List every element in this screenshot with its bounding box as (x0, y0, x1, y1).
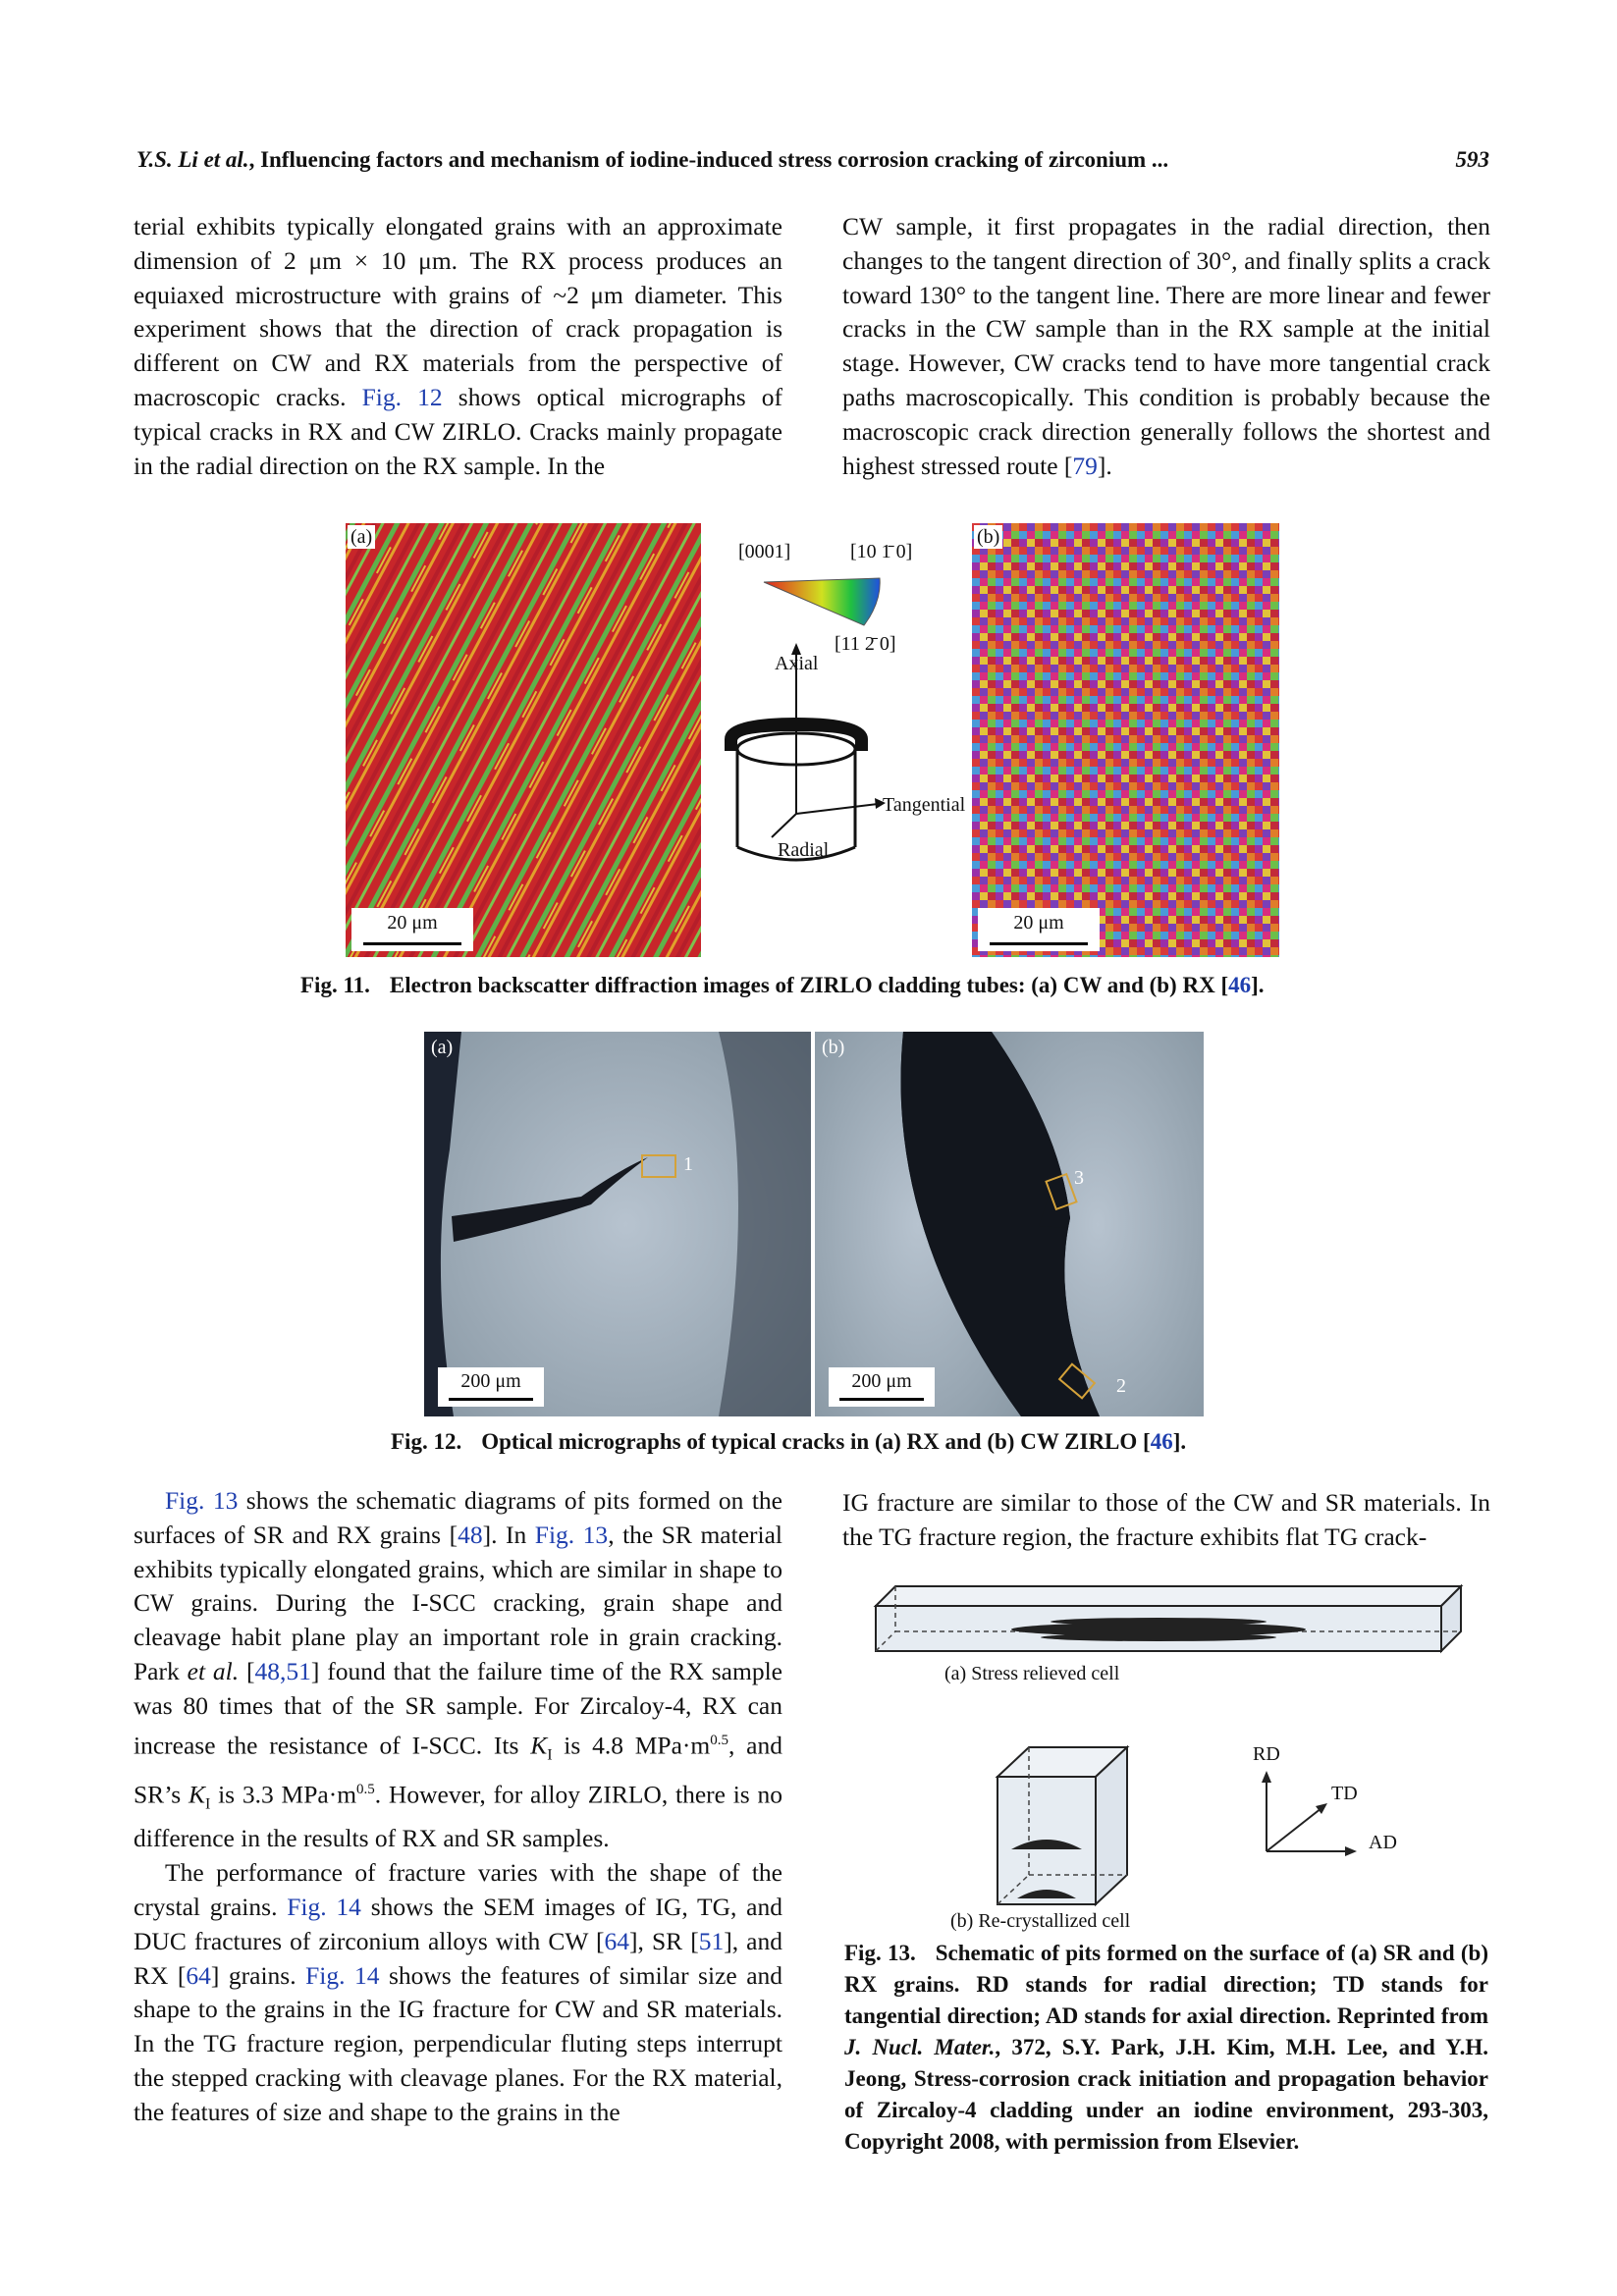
body-text: [ (239, 1656, 255, 1685)
fig12-scale-bar-b (829, 1367, 935, 1407)
fig13-label-a: (a) Stress relieved cell (944, 1663, 1120, 1684)
caption-text: Schematic of pits formed on the surface of (a) SR and (b) RX grains. RD stands for radial direction; TD stands for tangential direction; AD stands for axial direction. Reprinted from (844, 1941, 1488, 2028)
page-number: 593 (1455, 147, 1489, 172)
figure-link[interactable]: Fig. 12 (361, 382, 443, 411)
symbol: K (188, 1780, 205, 1809)
reference-link[interactable]: 64 (186, 1960, 211, 1990)
fig13-schematic (864, 1580, 1473, 1934)
td-label: TD (1331, 1783, 1358, 1804)
body-text: is 4.8 MPa·m (552, 1731, 711, 1760)
paragraph (134, 1856, 782, 2129)
body-text: shows the features of similar size and shape to the grains in the IG fracture for CW and SR materials. In the TG fracture region, perpendicular fluting steps interrupt the stepped cracking with cleavage planes. For the RX material, the features of size and shape to the grains in the (134, 1960, 783, 2126)
header-authors: Y.S. Li et al. (136, 147, 249, 172)
fig11-panel-a (346, 523, 701, 957)
caption-label: Fig. 13. (844, 1941, 916, 1965)
figure-link[interactable]: Fig. 14 (287, 1892, 361, 1921)
fig13-figure (864, 1580, 1473, 1934)
reference-link[interactable]: 46 (1150, 1429, 1173, 1454)
body-text: ] grains. (210, 1960, 306, 1990)
mark-2: 2 (1116, 1375, 1126, 1397)
caption-text: Electron backscatter diffraction images of ZIRLO cladding tubes: (a) CW and (b) RX [ (389, 973, 1229, 997)
body-text: The performance of fracture varies with the shape of the crystal grains. (134, 1858, 782, 1921)
caption-text: , 372, S.Y. Park, J.H. Kim, M.H. Lee, and Y.H. Jeong, Stress-corrosion crack initiation and propagation behavior of Zircaloy-4 cladding under an iodine environment, 293-303, Copyright 2008, with permission from Elsevier. (844, 2035, 1488, 2154)
body-text: ]. (1097, 451, 1112, 480)
ad-label: AD (1369, 1832, 1397, 1853)
ipf-triangle (764, 578, 880, 625)
fig11-panel-b-label: (b) (974, 525, 1002, 549)
figure-link[interactable]: Fig. 14 (305, 1960, 380, 1990)
body-text: shows the schematic diagrams of pits formed on the surfaces of SR and RX grains [ (134, 1486, 782, 1549)
fig11-scale-bar-b (978, 908, 1100, 951)
body-text: shows the SEM images of IG, TG, and DUC fractures of zirconium alloys with CW [ (134, 1892, 782, 1955)
body-text: is 3.3 MPa·m (210, 1780, 357, 1809)
reference-link[interactable]: 48,51 (254, 1656, 311, 1685)
caption-journal: J. Nucl. Mater. (844, 2035, 996, 2059)
tangential-label: Tangential (883, 794, 966, 816)
top-left-column (134, 210, 782, 483)
bottom-right-column (842, 1486, 1490, 1555)
body-text: shows optical micrographs of typical cracks in RX and CW ZIRLO. Cracks mainly propagate in the radial direction on the RX sample. In the (134, 382, 782, 480)
running-header (136, 147, 1489, 179)
fig11-orientation-key (703, 523, 974, 896)
body-text: ] found that the failure time of the RX sample was 80 times that of the SR sample. For Zircaloy-4, RX can increase the resistance of I-SCC. Its (134, 1656, 782, 1760)
reference-link[interactable]: 64 (604, 1926, 630, 1955)
reference-link[interactable]: 51 (698, 1926, 725, 1955)
scale-label: 200 μm (851, 1370, 912, 1392)
symbol: K (530, 1731, 548, 1760)
caption-label: Fig. 11. (300, 973, 370, 997)
header-title: , Influencing factors and mechanism of iodine-induced stress corrosion cracking of zirconium ... (248, 147, 1169, 172)
scale-label: 20 μm (1013, 912, 1064, 934)
body-text: et al. (187, 1656, 240, 1685)
fig11-caption (300, 970, 1321, 1001)
ipf-1120-label: [11 2̄ 0] (835, 633, 896, 655)
mark-1: 1 (683, 1153, 693, 1175)
caption-label: Fig. 12. (391, 1429, 462, 1454)
fig11-scale-bar-a (351, 908, 473, 951)
ipf-triangle-and-axes (703, 523, 974, 896)
fig13-label-b: (b) Re-crystallized cell (950, 1910, 1131, 1932)
ebsd-map-rx (972, 523, 1279, 957)
reference-link[interactable]: 46 (1228, 973, 1252, 997)
body-text: , the SR material exhibits typically elongated grains, which are similar in shape to CW grains. During the I-SCC cracking, grain shape and cleavage habit plane play an important role in grain cracking. Park (134, 1520, 782, 1685)
running-title (136, 147, 1168, 173)
subscript: I (547, 1746, 553, 1764)
caption-text: ]. (1172, 1429, 1187, 1454)
fig11-panel-b (972, 523, 1279, 957)
radial-label: Radial (778, 839, 830, 861)
body-text: CW sample, it first propagates in the radial direction, then changes to the tangent direction of 30°, and finally splits a crack toward 130° to the tangent line. There are more linear and fewer cracks in the CW sample than in the RX sample at the initial stage. However, CW cracks tend to have more tangential crack paths macroscopically. This condition is probably because the macroscopic crack direction generally follows the shortest and highest stressed route [ (842, 212, 1490, 480)
body-text: ], and RX [ (134, 1926, 782, 1990)
superscript: 0.5 (356, 1781, 375, 1797)
fig12-panel-b (815, 1032, 1204, 1416)
ebsd-map-cw (346, 523, 701, 957)
caption-text: Optical micrographs of typical cracks in (a) RX and (b) CW ZIRLO [ (481, 1429, 1151, 1454)
fig12-panel-b-label: (b) (822, 1037, 845, 1058)
body-text: IG fracture are similar to those of the CW and SR materials. In the TG fracture region, the fracture exhibits flat TG crack- (842, 1488, 1490, 1551)
ipf-1010-label: [10 1̄ 0] (850, 541, 913, 562)
fig12-panel-a (424, 1032, 811, 1416)
fig12-scale-bar-a (438, 1367, 544, 1407)
body-text: terial exhibits typically elongated grains with an approximate dimension of 2 μm × 10 μm. The RX process produces an equiaxed microstructure with grains of ~2 μm diameter. This experiment shows that the direction of crack propagation is different on CW and RX materials from the perspective of macroscopic cracks. (134, 212, 782, 411)
axial-label: Axial (775, 653, 819, 674)
reference-link[interactable]: 48 (458, 1520, 483, 1549)
ipf-0001-label: [0001] (738, 541, 791, 562)
fig13-caption (844, 1938, 1488, 2158)
fig11-panel-a-label: (a) (348, 525, 375, 549)
superscript: 0.5 (710, 1732, 729, 1748)
fig12-caption (391, 1426, 1274, 1458)
bottom-left-column (134, 1484, 782, 2130)
mark-3: 3 (1074, 1167, 1084, 1189)
micrograph-cw (815, 1032, 1204, 1416)
figure-link[interactable]: Fig. 13 (165, 1486, 239, 1515)
micrograph-rx (424, 1032, 811, 1416)
paragraph (134, 1484, 782, 1856)
body-text: ]. In (482, 1520, 535, 1549)
body-text: ], SR [ (629, 1926, 699, 1955)
fig12-panel-a-label: (a) (431, 1037, 454, 1058)
caption-text: ]. (1251, 973, 1265, 997)
top-right-column (842, 210, 1490, 483)
body-text: , and SR’s (134, 1731, 782, 1809)
reference-link[interactable]: 79 (1072, 451, 1098, 480)
body-text: . However, for alloy ZIRLO, there is no difference in the results of RX and SR samples. (134, 1780, 783, 1853)
scale-label: 20 μm (387, 912, 438, 934)
figure-link[interactable]: Fig. 13 (534, 1520, 609, 1549)
rd-label: RD (1253, 1743, 1280, 1765)
subscript: I (205, 1795, 211, 1813)
scale-label: 200 μm (460, 1370, 521, 1392)
